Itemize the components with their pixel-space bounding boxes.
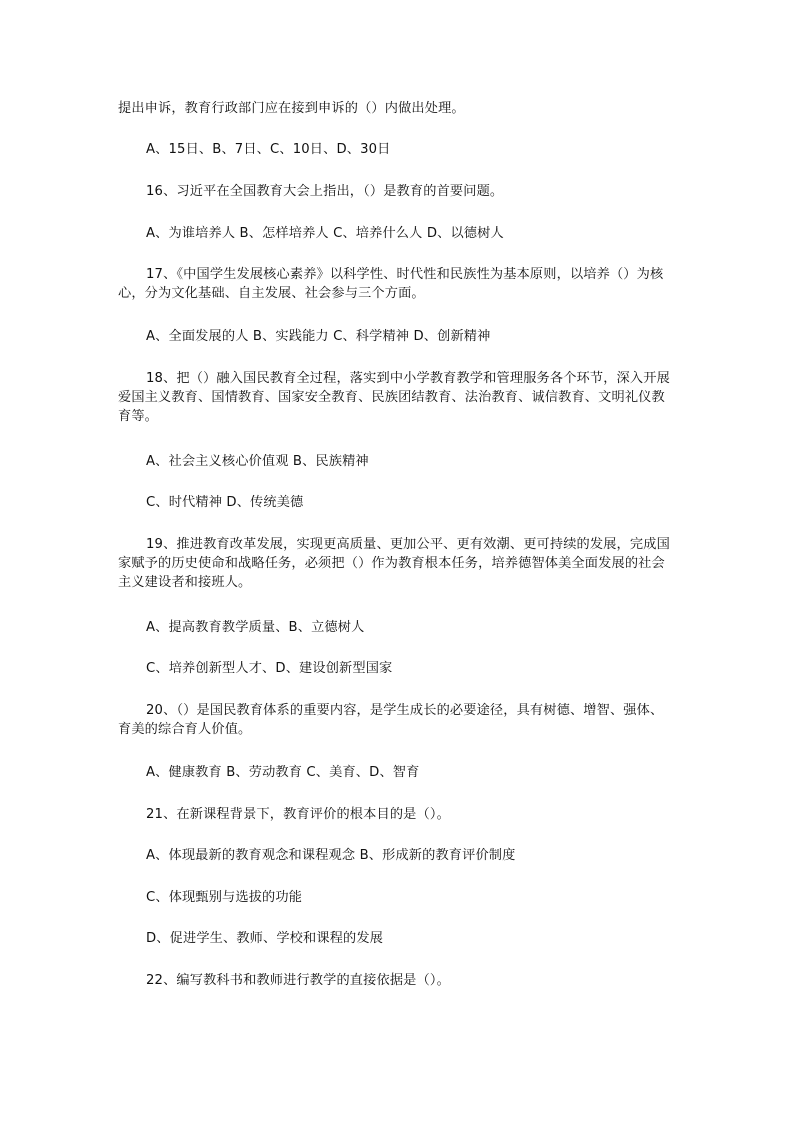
q15-options: A、15日、B、7日、C、10日、D、30日	[146, 142, 391, 157]
q18-options-cd: C、时代精神 D、传统美德	[146, 495, 304, 510]
q15-stem-tail: 提出申诉，教育行政部门应在接到申诉的（）内做出处理。	[118, 101, 465, 116]
q18-options-ab: A、社会主义核心价值观 B、民族精神	[146, 454, 369, 469]
q21-option-d: D、促进学生、教师、学校和课程的发展	[146, 931, 384, 946]
q19-options-ab: A、提高教育教学质量、B、立德树人	[146, 620, 365, 635]
q16-options: A、为谁培养人 B、怎样培养人 C、培养什么人 D、以德树人	[146, 226, 504, 241]
q22-stem: 22、编写教科书和教师进行教学的直接依据是（）。	[146, 973, 450, 988]
q18-stem: 18、把（）融入国民教育全过程，落实到中小学教育教学和管理服务各个环节，深入开展爱国主义教育、国情教育、国家安全教育、民族团结教育、法治教育、诚信教育、文明礼仪教育等。	[118, 371, 670, 424]
q19-options-cd: C、培养创新型人才、D、建设创新型国家	[146, 661, 393, 676]
q21-option-ab: A、体现最新的教育观念和课程观念 B、形成新的教育评价制度	[146, 848, 516, 863]
q16-stem: 16、习近平在全国教育大会上指出，（）是教育的首要问题。	[146, 184, 504, 199]
q19-stem: 19、推进教育改革发展，实现更高质量、更加公平、更有效潮、更可持续的发展，完成国家赋予的历史使命和战略任务，必须把（）作为教育根本任务，培养德智体美全面发展的社会主义建设者和接班人。	[118, 537, 670, 590]
q21-option-c: C、体现甄别与选拔的功能	[146, 890, 303, 905]
q17-stem: 17、《中国学生发展核心素养》以科学性、时代性和民族性为基本原则，以培养（）为核心，分为文化基础、自主发展、社会参与三个方面。	[118, 267, 664, 301]
q21-stem: 21、在新课程背景下，教育评价的根本目的是（）。	[146, 807, 450, 822]
q17-options: A、全面发展的人 B、实践能力 C、科学精神 D、创新精神	[146, 329, 491, 344]
q20-stem: 20、（）是国民教育体系的重要内容，是学生成长的必要途径，具有树德、增智、强体、育美的综合育人价值。	[118, 703, 664, 737]
q20-options: A、健康教育 B、劳动教育 C、美育、D、智育	[146, 765, 420, 780]
